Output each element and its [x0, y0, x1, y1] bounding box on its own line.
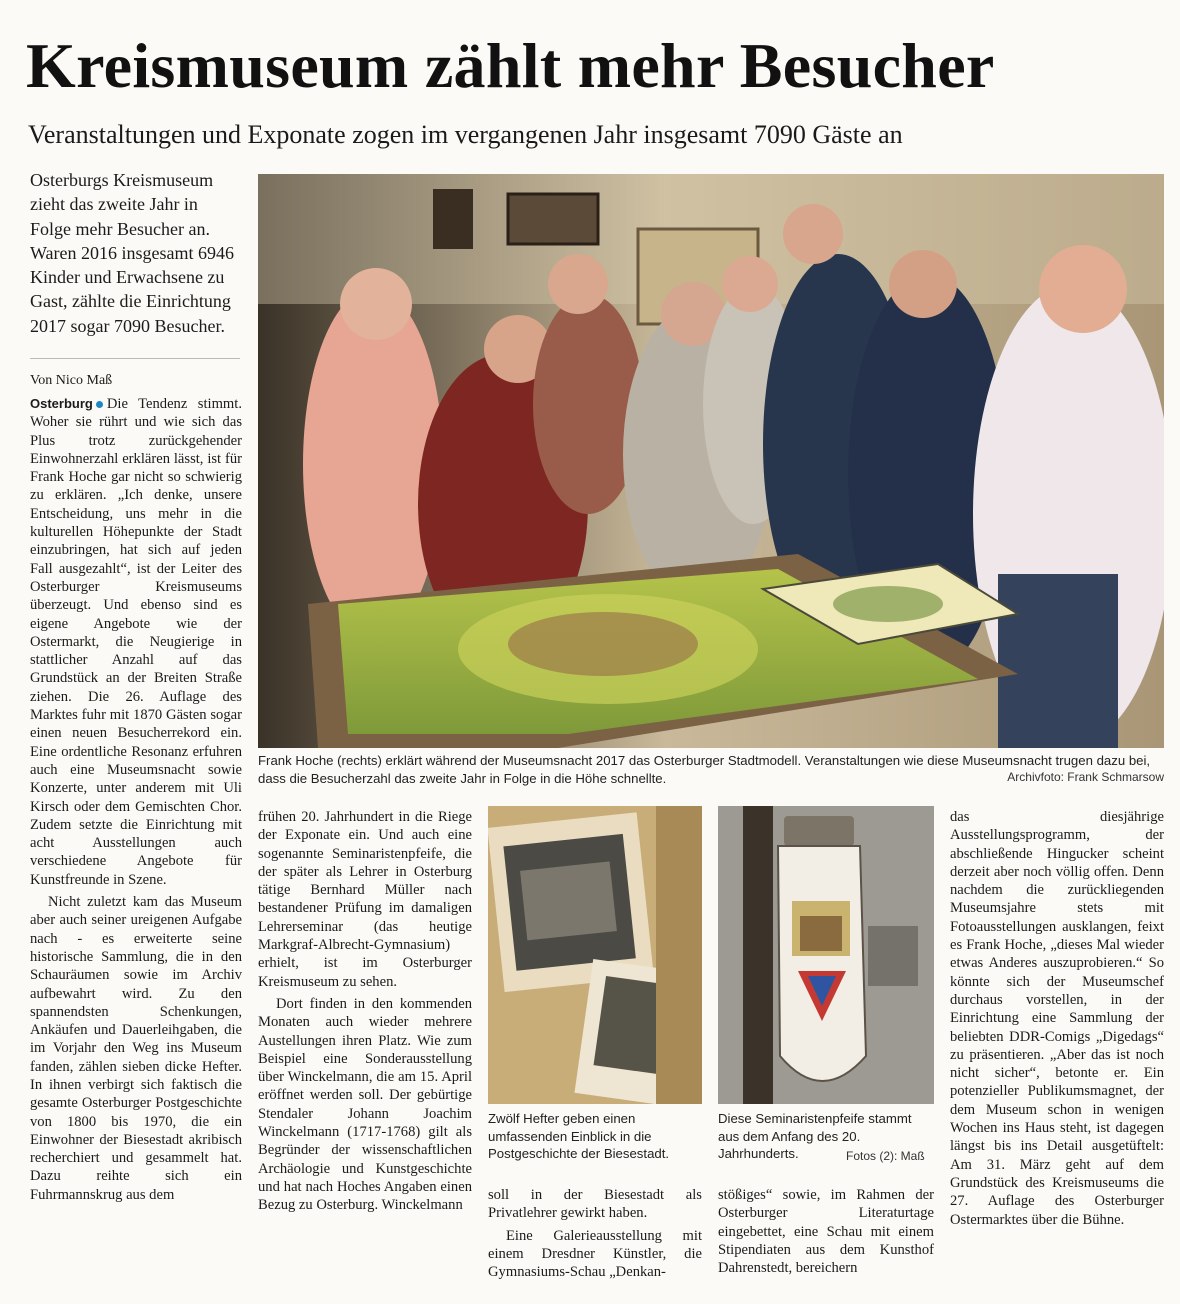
article-column-1 [30, 395, 242, 1204]
photo-credit: Archivfoto: Frank Schmarsow [1007, 770, 1164, 784]
body-text: Die Tendenz stimmt. Woher sie rührt und wie sich das Plus trotz zurückgehender Einwohnerzahl erklären lässt, ist für Frank Hoche gar nicht so schwierig zu erklären. „Ich denke, unsere Entscheidung, uns mehr in die kulturellen Höhepunkte der Stadt einzubringen, hat sich auf jeden Fall ausgezahlt“, ist der Leiter des Osterburger Kreismuseums überzeugt. Und ebenso sind es eigene Angebote wie der Ostermarkt, die Neugierige in stattlicher Anzahl auf das Grundstück an der Breiten Straße ziehen. Die 26. Auflage des Marktes fuhr mit 1870 Gästen sogar einen neuen Besucherrekord ein. Eine ordentliche Resonanz erfuhren auch eine Museumsnacht sowie Konzerte, unter anderem mit Uli Kirsch oder dem Gemischten Chor. Zudem setzte die Einrichtung mit acht Ausstellungen auch verschiedene Angebote für Kunstfreunde in Szene. [30, 396, 242, 888]
caption-text: Frank Hoche (rechts) erklärt während der Museumsnacht 2017 das Osterburger Stadtmodell. Veranstaltungen wie diese Museumsnacht trugen dazu bei, dass die Besucherzahl das zweite Jahr in Folge in die Höhe schnellte. [258, 753, 1151, 786]
paragraph: Nicht zuletzt kam das Museum aber auch seiner ureigenen Aufgabe nach - es erweiterte seine historische Sammlung, die in den Schauräumen sowie im Archiv aufbewahrt wird. Zu den spannendsten Schenkungen, Ankäufen und Dauerleihgaben, die im Vorjahr den Weg ins Museum fanden, zählen sieben dicke Hefter. In ihnen verbirgt sich faktisch die gesamte Osterburger Postgeschichte von 1800 bis 1970, die ein Einwohner der Biesestadt akribisch recherchiert und gesammelt hat. Dazu reihte sich ein Fuhrmannskrug aus dem [30, 894, 242, 1203]
dateline-dot-icon [96, 401, 103, 408]
pipe-photo [718, 806, 934, 1104]
divider [30, 358, 240, 359]
paragraph: stößiges“ sowie, im Rahmen der Osterburger Literaturtage eingebettet, eine Schau mit einem Stipendiaten aus dem Kunsthof Dahrenstedt, bereichern [718, 1187, 934, 1277]
main-photo-image [258, 174, 1164, 748]
paragraph: Dort finden in den kommenden Monaten auch wieder mehrere Austellungen ihren Platz. Wie zum Beispiel eine Sonderausstellung über Winckelmann, die am 15. April eröffnet werden soll. Der gebürtige Stendaler Johann Joachim Winckelmann (1717-1768) gilt als Begründer der wissenschaftlichen Archäologie und Kunstgeschichte und hat nach Hoches Angaben einen Bezug zu Osterburg. Winckelmann [258, 995, 472, 1214]
paragraph: soll in der Biesestadt als Privatlehrer gewirkt haben. [488, 1187, 702, 1222]
headline: Kreismuseum zählt mehr Besucher [26, 30, 995, 101]
lead-paragraph: Osterburgs Kreismuseum zieht das zweite Jahr in Folge mehr Besucher an. Waren 2016 insgesamt 6946 Kinder und Erwachsene zu Gast, zählte die Einrichtung 2017 sogar 7090 Besucher. [30, 170, 235, 336]
dateline: Osterburg [30, 396, 93, 411]
byline: Von Nico Maß [30, 373, 113, 388]
article-column-5 [950, 808, 1164, 1229]
binder-photo-caption: Zwölf Hefter geben einen umfassenden Einblick in die Postgeschichte der Biesestadt. [488, 1111, 670, 1161]
article-column-2 [258, 808, 472, 1215]
binder-photo-image [488, 806, 702, 1104]
binder-photo [488, 806, 702, 1104]
paragraph: das diesjährige Ausstellungsprogramm, der abschließende Hingucker scheint derzeit aber noch völlig offen. Denn nachdem die zurückliegenden Museumsjahre stets mit Fotoausstellungen ausklangen, feixt es Frank Hoche, „dieses Mal wieder etwas Anderes auszuprobieren.“ So könnte sich der Museumschef durchaus vorstellen, in der Einrichtung eine Sammlung der beliebten DDR-Comigs „Digedags“ zu präsentieren. „Aber das ist noch nicht sicher“, betonte er. Ein potenzieller Publikumsmagnet, der dem Museum schon in wenigen Wochen ins Haus steht, ist dagegen längst bis ins Detail ausgetüftelt: Am 31. März geht auf dem Grundstück des Kreismuseums die 27. Auflage des Osterburger Ostermarktes über die Bühne. [950, 809, 1164, 1228]
caption-text: Diese Seminaristenpfeife stammt aus dem Anfang des 20. Jahrhunderts. [718, 1111, 912, 1161]
main-photo [258, 174, 1164, 748]
article-column-4 [718, 1186, 934, 1277]
paragraph: frühen 20. Jahrhundert in die Riege der Exponate ein. Und auch eine sogenannte Seminaristenpfeife, die der später als Lehrer in Osterburg tätige Bernhard Müller nach bestandener Prüfung im damaligen Lehrerseminar (das heutige Markgraf-Albrecht-Gymnasium) erhielt, ist im Osterburger Kreismuseum zu sehen. [258, 809, 472, 990]
subheadline: Veranstaltungen und Exponate zogen im vergangenen Jahr insgesamt 7090 Gäste an [28, 120, 903, 149]
paragraph [30, 395, 242, 889]
article-column-3 [488, 1186, 702, 1281]
paragraph: Eine Galerieausstellung mit einem Dresdner Künstler, die Gymnasiums-Schau „Denkan- [488, 1227, 702, 1281]
pipe-photo-image [718, 806, 934, 1104]
pipe-photo-credit: Fotos (2): Maß [846, 1149, 925, 1163]
